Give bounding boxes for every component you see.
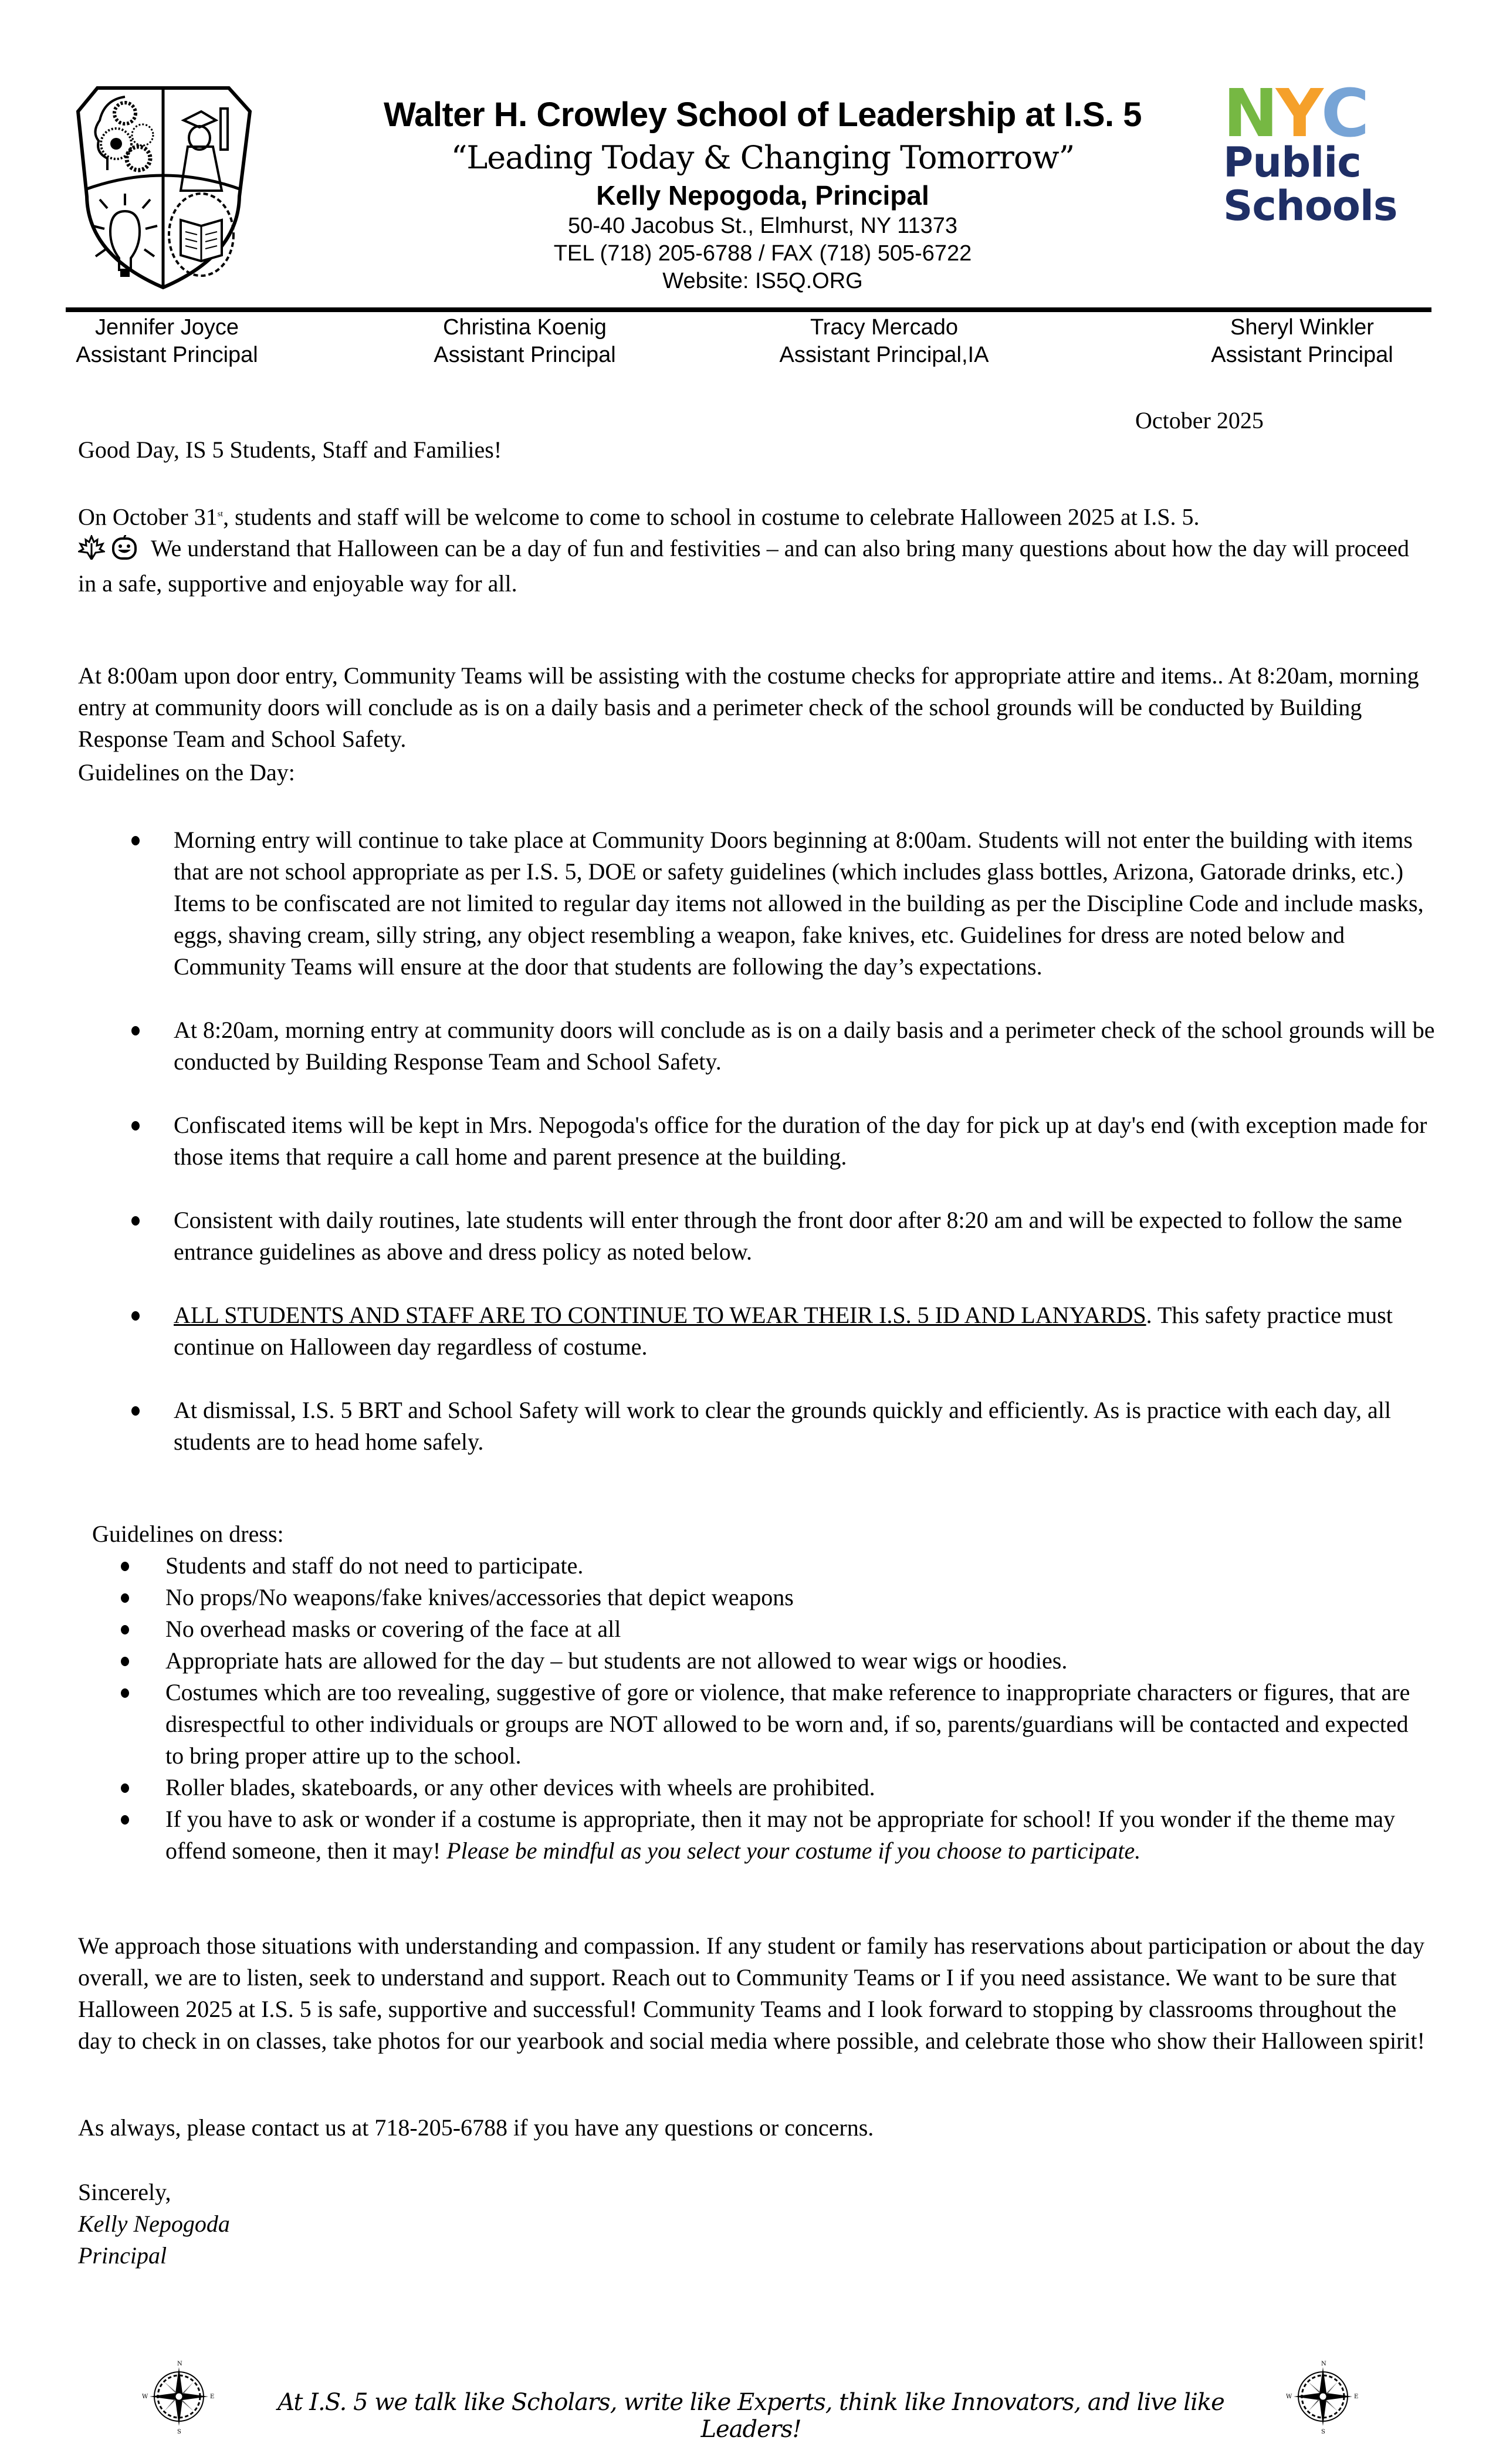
compass-label-e: E — [210, 2394, 215, 2400]
bullet-icon — [131, 1026, 140, 1035]
bullet-icon — [131, 836, 140, 845]
list-item — [111, 1645, 1426, 1677]
bullet-icon — [121, 1783, 129, 1793]
assistant-principal — [424, 314, 626, 369]
bullet-icon — [121, 1562, 129, 1571]
list-item — [111, 1550, 1426, 1582]
day-guidelines-list — [123, 824, 1437, 1458]
footer-slogan: At I.S. 5 we talk like Scholars, write like Experts, think like Innovators, and live like Leaders! — [277, 2389, 1224, 2443]
dress-guidelines-list — [111, 1550, 1426, 1867]
signature-name: Kelly Nepogoda — [78, 2211, 230, 2237]
mindful-note: Please be mindful as you select your costume if you choose to participate. — [446, 1837, 1141, 1864]
signoff: Sincerely, — [78, 2179, 171, 2205]
list-item-text: . This safety practice must continue on Halloween day regardless of costume. — [174, 1302, 1393, 1360]
ap-title: Assistant Principal — [1211, 343, 1393, 367]
principal-name: Kelly Nepogoda, Principal — [596, 180, 929, 211]
contact-line: As always, please contact us at 718-205-6788 if you have any questions or concerns. — [78, 2114, 874, 2141]
intro-text-2: , students and staff will be welcome to come to school in costume to celebrate Halloween 2025 at I.S. 5. — [223, 503, 1200, 530]
bullet-icon — [121, 1815, 129, 1825]
list-item — [111, 1582, 1426, 1613]
list-item-text: Roller blades, skateboards, or any other devices with wheels are prohibited. — [165, 1774, 875, 1800]
assistant-principal — [767, 314, 1001, 369]
assistant-principal — [66, 314, 268, 369]
bullet-icon — [131, 1406, 140, 1416]
ap-name: Jennifer Joyce — [94, 315, 239, 340]
ap-name: Tracy Mercado — [810, 315, 958, 340]
compass-label-s: S — [177, 2429, 181, 2435]
list-item-text: Appropriate hats are allowed for the day – but students are not allowed to wear wigs or hoodies. — [165, 1647, 1068, 1674]
greeting: Good Day, IS 5 Students, Staff and Families! — [78, 436, 502, 463]
jack-o-lantern-icon — [111, 535, 138, 568]
list-item — [111, 1613, 1426, 1645]
school-name: Walter H. Crowley School of Leadership at I.S. 5 — [383, 96, 1142, 134]
nyc-letter-y: Y — [1275, 76, 1321, 152]
list-item — [123, 1014, 1437, 1078]
footer — [141, 2358, 1361, 2443]
list-item-text: No props/No weapons/fake knives/accessories that depict weapons — [165, 1584, 794, 1610]
nyc-letter-c: C — [1321, 76, 1368, 152]
school-phone-fax: TEL (718) 205-6788 / FAX (718) 505-6722 — [553, 241, 972, 266]
bullet-icon — [121, 1657, 129, 1666]
list-item-text: Consistent with daily routines, late students will enter through the front door after 8:20 am and will be expected to follow the same entrance guidelines as above and dress policy as noted below. — [174, 1207, 1402, 1265]
list-item — [123, 1395, 1437, 1458]
bullet-icon — [131, 1121, 140, 1131]
school-address: 50-40 Jacobus St., Elmhurst, NY 11373 — [568, 214, 957, 238]
school-crest-logo — [63, 85, 263, 290]
nyc-letter-n: N — [1223, 76, 1276, 152]
compass-rose-icon — [141, 2358, 217, 2435]
ap-title: Assistant Principal,IA — [779, 343, 989, 367]
school-website: Website: IS5Q.ORG — [662, 269, 863, 293]
bullet-icon — [121, 1593, 129, 1603]
list-item — [123, 1299, 1437, 1363]
list-item-text: Costumes which are too revealing, suggestive of gore or violence, that make reference to inappropriate characters or figures, that are disrespectful to other individuals or groups are NOT allowed to be worn and, if so, parents/guardians will be contacted and expected to bring proper attire up to the school. — [165, 1679, 1410, 1769]
compass-label-n: N — [177, 2361, 182, 2367]
intro-text-3: We understand that Halloween can be a day of fun and festivities – and can also bring many questions about how the day will proceed in a safe, supportive and enjoyable way for all. — [78, 535, 1410, 597]
day-guidelines-heading: Guidelines on the Day: — [78, 759, 295, 786]
letter-date: October 2025 — [1135, 407, 1264, 434]
nyc-logo-schools: Schools — [1223, 182, 1397, 230]
compass-label-w: W — [142, 2394, 148, 2400]
header-divider — [66, 307, 1431, 312]
compass-label-n: N — [1321, 2361, 1326, 2367]
list-item — [111, 1772, 1426, 1803]
signature-title: Principal — [78, 2242, 167, 2269]
ap-title: Assistant Principal — [76, 343, 258, 367]
id-lanyard-emphasis: ALL STUDENTS AND STAFF ARE TO CONTINUE TO WEAR THEIR I.S. 5 ID AND LANYARDS — [174, 1302, 1146, 1328]
nyc-letters — [1223, 76, 1411, 152]
bullet-icon — [131, 1216, 140, 1226]
list-item-text: No overhead masks or covering of the face at all — [165, 1616, 621, 1642]
letterhead — [293, 94, 1232, 295]
crest-shield-icon — [63, 85, 263, 290]
intro-superscript: st — [217, 510, 224, 519]
ap-title: Assistant Principal — [434, 343, 616, 367]
compass-label-s: S — [1321, 2429, 1325, 2435]
school-motto: “Leading Today & Changing Tomorrow” — [451, 139, 1075, 176]
list-item-text: Morning entry will continue to take place at Community Doors beginning at 8:00am. Students will not enter the building with items that are not school appropriate as per I.S. 5, DOE or safety guidelines (which includes glass bottles, Arizona, Gatorade drinks, etc.) Items to be confiscated are not limited to regular day items not allowed in the building as per the Discipline Code and include masks, eggs, shaving cream, silly string, any object resembling a weapon, fake knives, etc. Guidelines for dress are noted below and Community Teams will ensure at the door that students are following the day’s expectations. — [174, 827, 1424, 980]
dress-guidelines-heading: Guidelines on dress: — [92, 1521, 284, 1547]
list-item — [123, 1204, 1437, 1268]
intro-paragraph — [78, 499, 1421, 600]
compass-label-w: W — [1286, 2394, 1292, 2400]
list-item — [111, 1677, 1426, 1772]
list-item-text: If you have to ask or wonder if a costume is appropriate, then it may not be appropriate for school! If you wonder if the theme may offend someone, then it may! — [165, 1806, 1396, 1864]
list-item-text: At 8:20am, morning entry at community doors will conclude as is on a daily basis and a perimeter check of the school grounds will be conducted by Building Response Team and School Safety. — [174, 1017, 1435, 1075]
list-item — [111, 1803, 1426, 1867]
assistant-principals-row — [66, 314, 1431, 373]
list-item-text: Confiscated items will be kept in Mrs. Nepogoda's office for the duration of the day for pick up at day's end (with exception made for those items that require a call home and parent presence at the building. — [174, 1112, 1427, 1170]
ap-name: Christina Koenig — [443, 315, 607, 340]
ap-name: Sheryl Winkler — [1230, 315, 1374, 340]
closing-paragraph: We approach those situations with understanding and compassion. If any student or family has reservations about participation or about the day overall, we are to listen, seek to understand and support. Reach out to Community Teams or I if you need assistance. We want to be sure that Halloween 2025 at I.S. 5 is safe, supportive and successful! Community Teams and I look forward to stopping by classrooms throughout the day to check in on classes, take photos for our yearbook and social media where possible, and celebrate those who show their Halloween spirit! — [78, 1932, 1425, 2054]
list-item — [123, 824, 1437, 983]
maple-leaf-icon — [78, 535, 105, 568]
compass-rose-icon — [1285, 2358, 1361, 2435]
bullet-icon — [121, 1625, 129, 1634]
entry-paragraph: At 8:00am upon door entry, Community Teams will be assisting with the costume checks for appropriate attire and items.. At 8:20am, morning entry at community doors will conclude as is on a daily basis and a perimeter check of the school grounds will be conducted by Building Response Team and School Safety. — [78, 662, 1419, 752]
intro-text-1: On October 31 — [78, 503, 218, 530]
list-item-text: Students and staff do not need to participate. — [165, 1552, 584, 1579]
compass-label-e: E — [1354, 2394, 1359, 2400]
nyc-logo-public: Public — [1223, 138, 1361, 187]
list-item — [123, 1109, 1437, 1173]
list-item-text: At dismissal, I.S. 5 BRT and School Safety will work to clear the grounds quickly and efficiently. As is practice with each day, all students are to head home safely. — [174, 1397, 1391, 1455]
bullet-icon — [131, 1311, 140, 1321]
bullet-icon — [121, 1688, 129, 1698]
nyc-public-schools-logo — [1223, 76, 1411, 230]
assistant-principal — [1201, 314, 1403, 369]
